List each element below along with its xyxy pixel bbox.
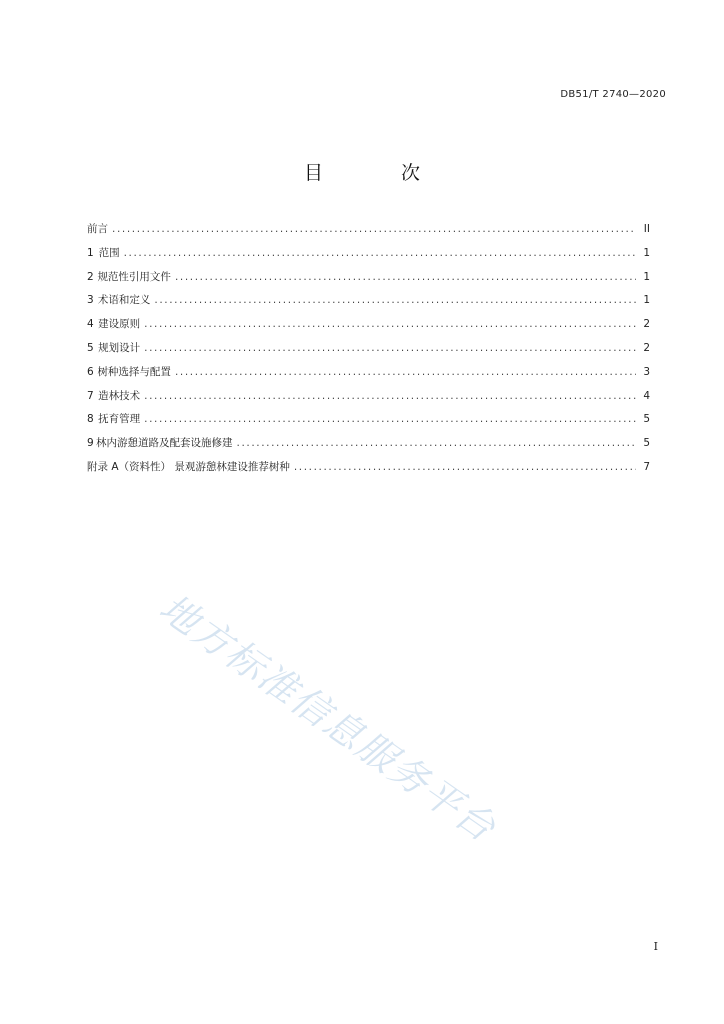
toc-entry-number: 4	[87, 318, 94, 331]
toc-entry-number: 3	[87, 294, 94, 307]
toc-entry-label: 前言	[87, 223, 108, 235]
toc-entry-terms-definitions[interactable]	[87, 289, 650, 313]
toc-entry-tending[interactable]	[87, 408, 650, 432]
toc-entry-number: 8	[87, 413, 94, 426]
toc-entry-number: 2	[87, 270, 94, 283]
toc-entry-label: 附录 A（资料性） 景观游憩林建设推荐树种	[87, 460, 290, 473]
toc-entry-label: 建设原则	[98, 318, 141, 331]
dot-leader	[144, 337, 636, 361]
dot-leader	[237, 432, 636, 456]
dot-leader	[144, 408, 636, 432]
toc-entry-label: 术语和定义	[97, 294, 151, 307]
toc-entry-label: 规范性引用文件	[97, 270, 171, 283]
toc-entry-label: 树种选择与配置	[97, 365, 171, 378]
document-code: DB51/T 2740—2020	[560, 89, 666, 100]
toc-entry-label: 林内游憩道路及配套设施修建	[96, 437, 233, 450]
page-title: 目 次	[303, 162, 457, 184]
table-of-contents	[87, 218, 650, 480]
dot-leader	[175, 266, 636, 290]
toc-entry-page: II	[643, 223, 650, 235]
toc-entry-appendix-a[interactable]	[87, 456, 650, 480]
toc-entry-scope[interactable]	[87, 242, 650, 266]
dot-leader	[154, 289, 636, 313]
toc-entry-page: 5	[643, 437, 650, 450]
toc-entry-label: 范围	[98, 246, 120, 259]
page-number: I	[653, 940, 658, 953]
toc-entry-number: 6	[87, 365, 94, 378]
toc-entry-number: 7	[87, 389, 94, 402]
toc-entry-page: 5	[643, 413, 650, 426]
toc-entry-number: 9	[87, 437, 94, 450]
dot-leader	[124, 242, 636, 266]
dot-leader	[144, 313, 636, 337]
toc-entry-page: 3	[643, 365, 650, 378]
toc-entry-page: 1	[643, 294, 650, 307]
toc-entry-foreword[interactable]	[87, 218, 650, 242]
toc-entry-page: 1	[643, 270, 650, 283]
toc-entry-page: 2	[643, 318, 650, 331]
watermark: 地方标准信息服务平台	[151, 585, 505, 851]
dot-leader	[294, 456, 636, 480]
toc-entry-label: 规划设计	[98, 341, 141, 354]
toc-entry-page: 2	[643, 341, 650, 354]
toc-entry-page: 7	[643, 460, 650, 473]
toc-entry-normative-references[interactable]	[87, 266, 650, 290]
toc-entry-afforestation[interactable]	[87, 385, 650, 409]
toc-entry-construction-principles[interactable]	[87, 313, 650, 337]
dot-leader	[144, 385, 636, 409]
dot-leader	[175, 361, 636, 385]
toc-entry-number: 1	[87, 246, 94, 259]
toc-entry-page: 4	[643, 389, 650, 402]
toc-entry-number: 5	[87, 341, 94, 354]
toc-entry-trails-facilities[interactable]	[87, 432, 650, 456]
toc-entry-label: 造林技术	[98, 389, 141, 402]
toc-entry-planning-design[interactable]	[87, 337, 650, 361]
toc-entry-label: 抚育管理	[98, 413, 141, 426]
toc-entry-page: 1	[643, 246, 650, 259]
toc-entry-species-selection[interactable]	[87, 361, 650, 385]
dot-leader	[112, 218, 636, 242]
